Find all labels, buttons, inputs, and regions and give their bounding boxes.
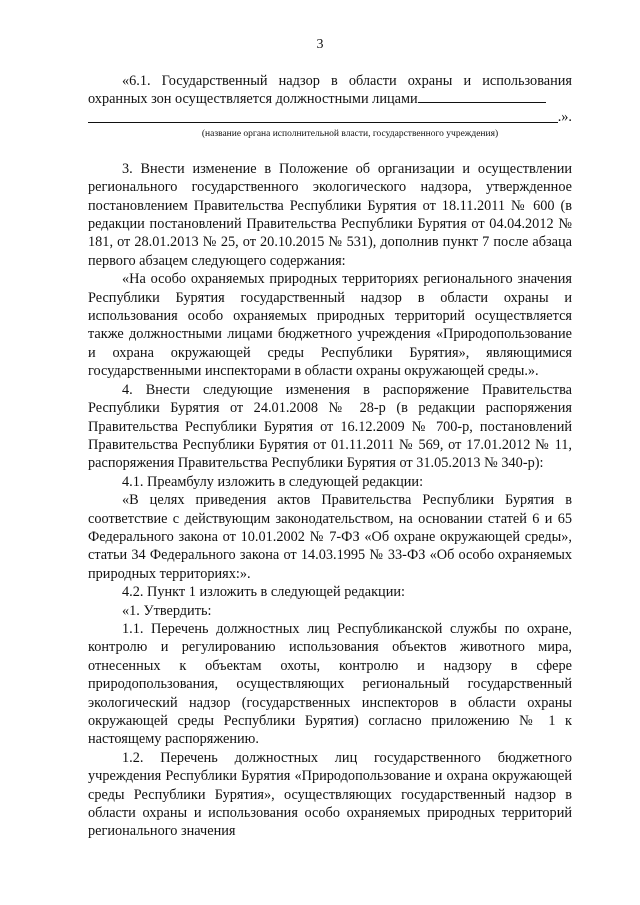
document-body xyxy=(88,72,572,841)
paragraph-1-1: 1.1. Перечень должностных лиц Республиканской службы по охране, контролю и регулированию использования объектов животного мира, отнесенных к объектам охоты, контролю и надзору в сфере природопользования, осуществляющих региональный государственный экологический надзор (государственных инспекторов в области охраны окружающей среды Республики Бурятия) согласно приложению № 1 к настоящему распоряжению. xyxy=(88,620,572,748)
paragraph-6-1-end: .». xyxy=(557,109,572,126)
paragraph-4-1-quote: «В целях приведения актов Правительства Республики Бурятия в соответствие с действующим законодательством, на основании статей 6 и 65 Федерального закона от 10.01.2002 № 7-ФЗ «Об охране окружающей среды», статьи 34 Федерального закона от 14.03.1995 № 33-ФЗ «Об особо охраняемых природных территориях:». xyxy=(88,492,572,582)
paragraph-6-1 xyxy=(88,72,572,109)
paragraph-4: 4. Внести следующие изменения в распоряжение Правительства Республики Бурятия от 24.01.2008 № 28-р (в редакции распоряжения Правительства Республики Бурятия от 16.12.2009 № 700-р, постановлений Правительства Республики Бурятия от 01.11.2011 № 569, от 17.01.2012 № 11, распоряжения Правительства Республики Бурятия от 31.05.2013 № 340-р): xyxy=(88,381,572,472)
paragraph-3: 3. Внести изменение в Положение об организации и осуществлении регионального государственного экологического надзора, утвержденное постановлением Правительства Республики Бурятия от 18.11.2011 № 600 (в редакции постановлений Правительства Республики Бурятия от 04.04.2012 № 181, от 28.01.2013 № 25, от 20.10.2015 № 531), дополнив пункт 7 после абзаца первого абзацем следующего содержания: xyxy=(88,160,572,269)
blank-field-inline xyxy=(418,90,546,103)
field-caption: (название органа исполнительной власти, государственного учреждения) xyxy=(201,128,499,139)
blank-field-rule xyxy=(88,122,558,123)
paragraph-3-quote: «На особо охраняемых природных территориях регионального значения Республики Бурятия государственный надзор в области охраны и использования особо охраняемых природных территорий осуществляется также должностными лицами бюджетного учреждения «Природопользование и охрана окружающей среды Республики Бурятия», являющимися государственными инспекторами в области охраны окружающей среды.». xyxy=(88,271,572,380)
paragraph-4-2: 4.2. Пункт 1 изложить в следующей редакции: xyxy=(122,584,405,601)
page-number: 3 xyxy=(316,37,324,52)
paragraph-4-1: 4.1. Преамбулу изложить в следующей редакции: xyxy=(122,473,424,490)
paragraph-4-2-1: «1. Утвердить: xyxy=(122,602,212,619)
paragraph-6-1-text: «6.1. Государственный надзор в области охраны и использования охранных зон осуществляется должностными лицами xyxy=(88,73,572,108)
paragraph-1-2: 1.2. Перечень должностных лиц государственного бюджетного учреждения Республики Бурятия «Природопользование и охрана окружающей среды Республики Бурятия», осуществляющих государственный надзор в области охраны и использования особо охраняемых природных территорий регионального значения xyxy=(88,749,572,840)
blank-field-line xyxy=(88,109,572,127)
